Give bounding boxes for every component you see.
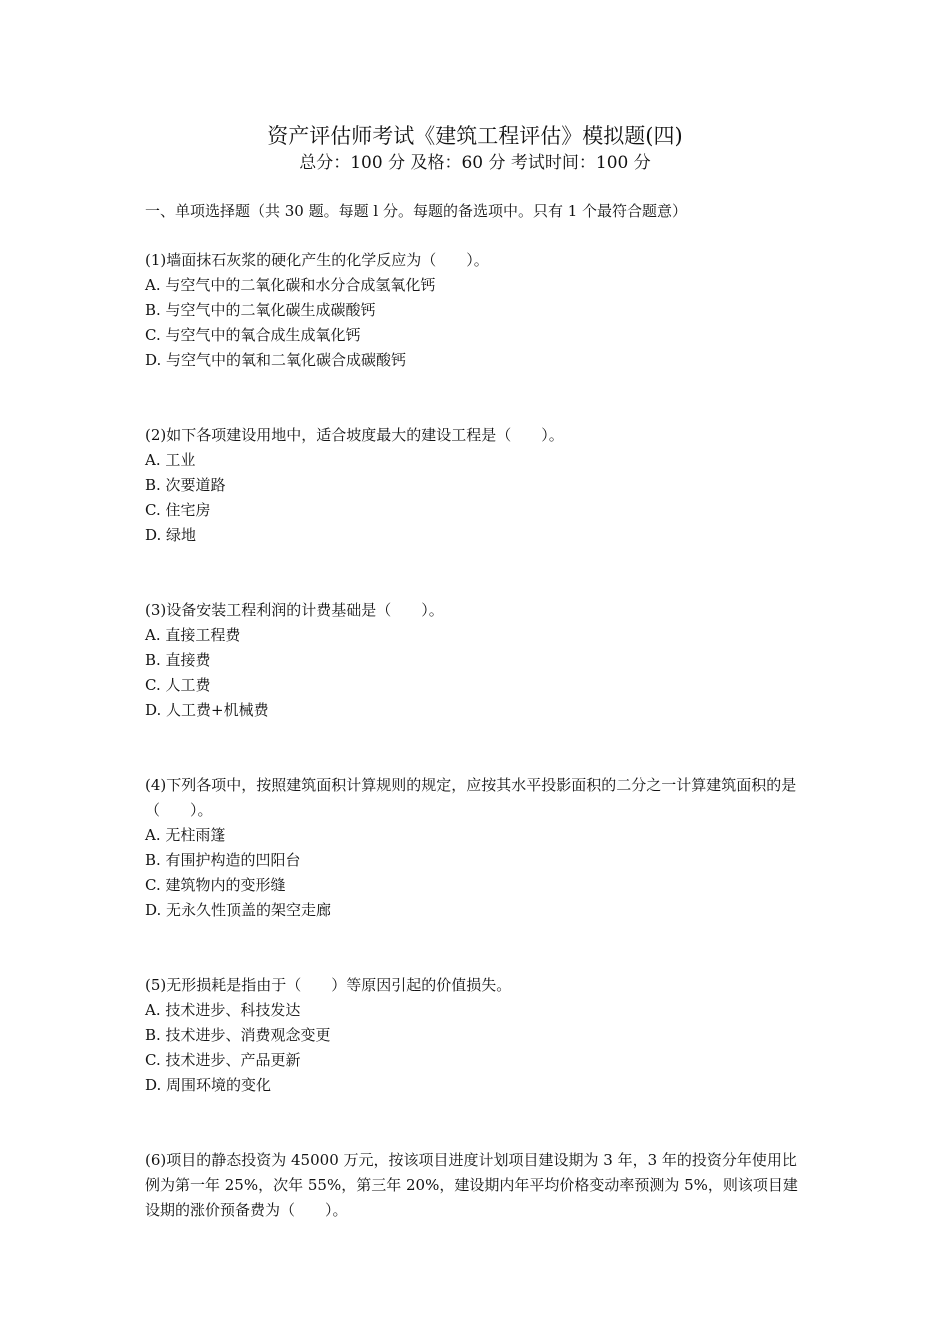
option-c: C. 人工费	[145, 676, 211, 694]
option-a: A. 直接工程费	[145, 626, 241, 644]
option-d: D. 周围环境的变化	[145, 1076, 272, 1094]
option-b: B. 直接费	[145, 651, 211, 669]
question-stem: (5)无形损耗是指由于（ ）等原因引起的价值损失。	[145, 976, 512, 994]
option-c: C. 技术进步、产品更新	[145, 1051, 301, 1069]
option-c: C. 与空气中的氧合成生成氧化钙	[145, 326, 361, 344]
option-d: D. 无永久性顶盖的架空走廊	[145, 901, 332, 919]
option-a: A. 工业	[145, 451, 196, 469]
question-5	[145, 973, 810, 1098]
section-heading: 一、单项选择题（共 30 题。每题 l 分。每题的备选项中。只有 1 个最符合题意）	[145, 202, 688, 220]
question-2	[145, 423, 810, 548]
exam-meta: 总分：100 分 及格：60 分 考试时间：100 分	[299, 153, 651, 173]
option-d: D. 与空气中的氧和二氧化碳合成碳酸钙	[145, 351, 407, 369]
question-4	[145, 773, 810, 923]
option-b: B. 技术进步、消费观念变更	[145, 1026, 331, 1044]
option-b: B. 与空气中的二氧化碳生成碳酸钙	[145, 301, 376, 319]
option-c: C. 住宅房	[145, 501, 211, 519]
question-stem: (3)设备安装工程利润的计费基础是（ ）。	[145, 601, 444, 619]
option-a: A. 技术进步、科技发达	[145, 1001, 301, 1019]
option-a: A. 与空气中的二氧化碳和水分合成氢氧化钙	[145, 276, 436, 294]
question-3	[145, 598, 810, 723]
question-6	[145, 1148, 810, 1223]
question-stem: (4)下列各项中，按照建筑面积计算规则的规定，应按其水平投影面积的二分之一计算建筑面积的是（ ）。	[145, 776, 797, 819]
option-b: B. 次要道路	[145, 476, 226, 494]
question-stem: (6)项目的静态投资为 45000 万元，按该项目进度计划项目建设期为 3 年，3 年的投资分年使用比例为第一年 25%，次年 55%，第三年 20%，建设期内年平均价格变动率预测为 5%，则该项目建设期的涨价预备费为（ ）。	[145, 1151, 798, 1219]
question-stem: (1)墙面抹石灰浆的硬化产生的化学反应为（ ）。	[145, 251, 489, 269]
question-stem: (2)如下各项建设用地中，适合坡度最大的建设工程是（ ）。	[145, 426, 564, 444]
option-c: C. 建筑物内的变形缝	[145, 876, 286, 894]
option-b: B. 有围护构造的凹阳台	[145, 851, 301, 869]
question-1	[145, 248, 810, 373]
option-a: A. 无柱雨篷	[145, 826, 226, 844]
question-list	[145, 248, 810, 1273]
page-title: 资产评估师考试《建筑工程评估》模拟题(四)	[267, 124, 683, 148]
option-d: D. 绿地	[145, 526, 197, 544]
option-d: D. 人工费+机械费	[145, 701, 269, 719]
